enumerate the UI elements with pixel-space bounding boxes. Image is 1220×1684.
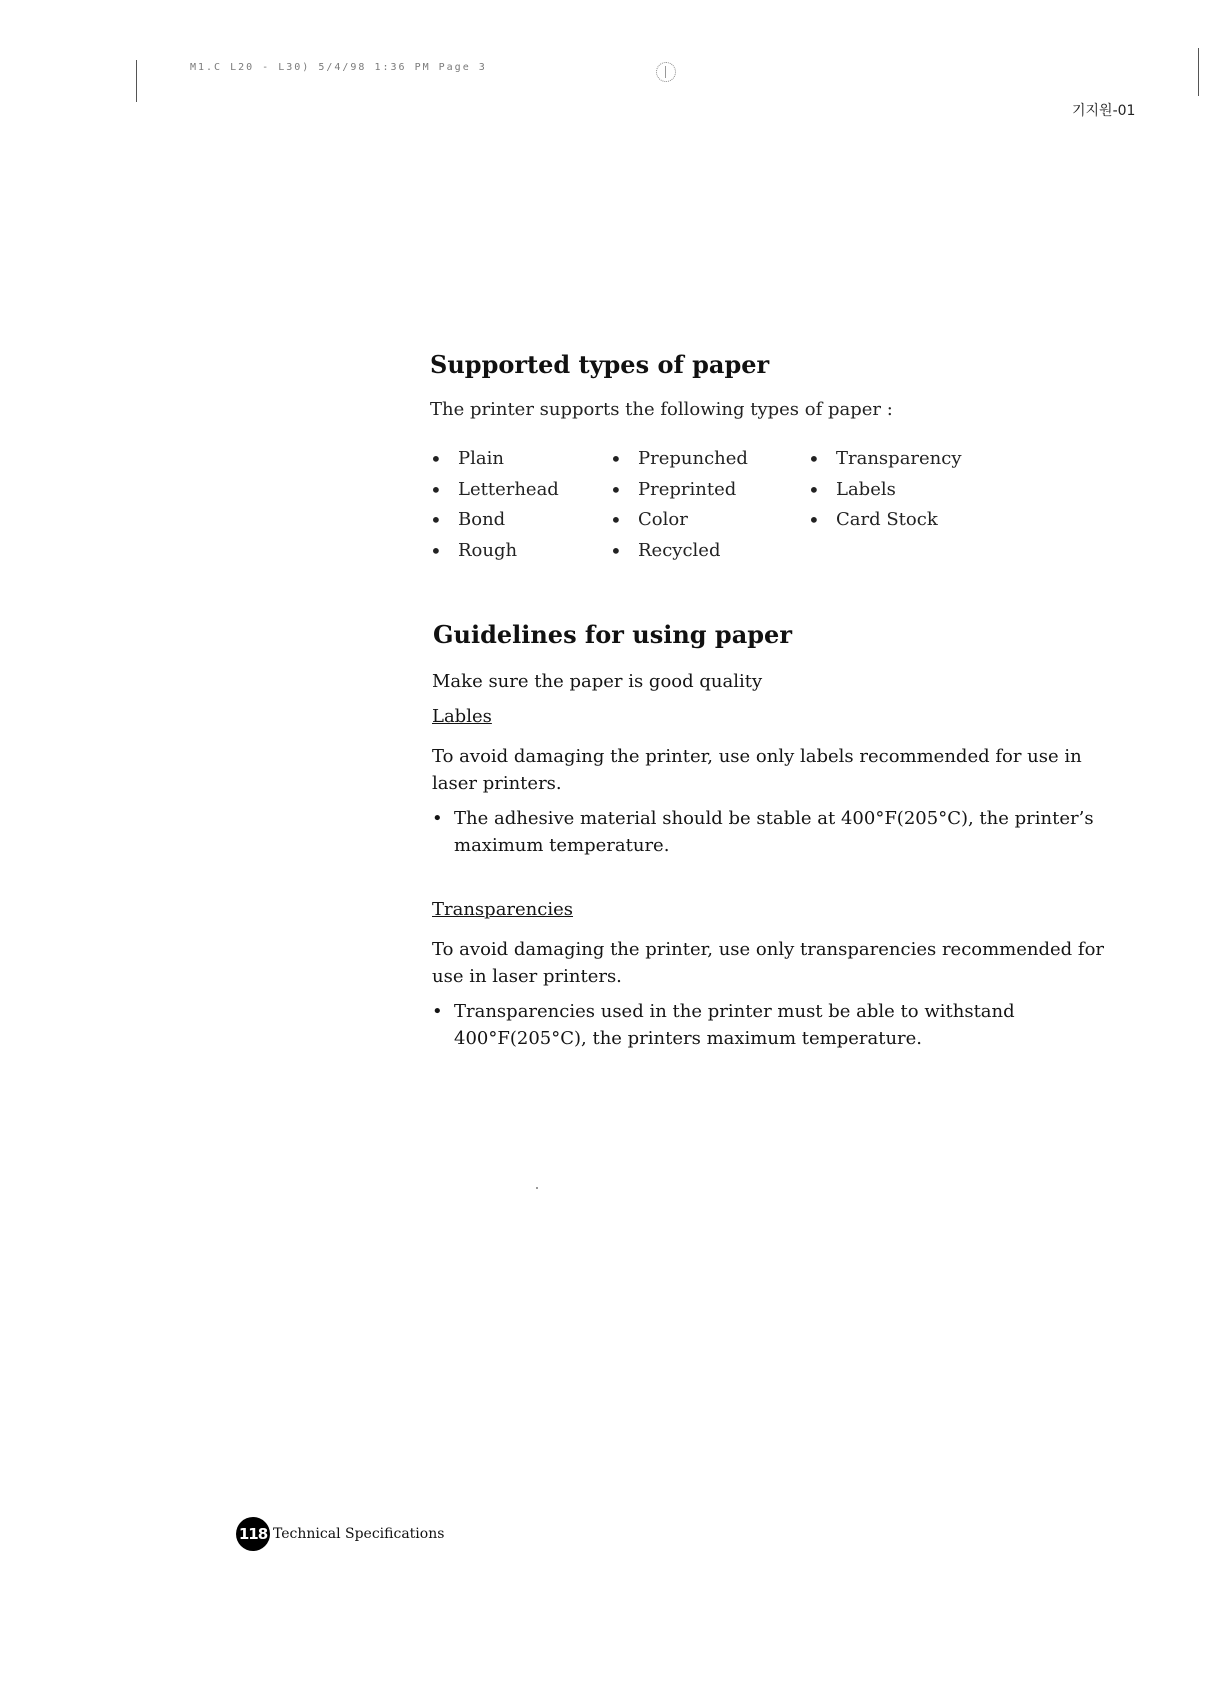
paper-types-column-1	[430, 444, 610, 566]
labels-paragraph: To avoid damaging the printer, use only labels recommended for use in laser printers.	[432, 746, 1082, 794]
paper-type-item: • Plain	[430, 444, 610, 475]
paper-types-column-2	[610, 444, 808, 566]
paper-type-item: • Recycled	[610, 536, 808, 567]
transparencies-subheading: Transparencies	[432, 899, 574, 920]
page-footer	[236, 1517, 444, 1551]
section-title-guidelines: Guidelines for using paper	[433, 620, 792, 649]
paper-type-item: • Bond	[430, 505, 610, 536]
page-content	[430, 350, 1120, 1052]
crop-mark-right	[1198, 48, 1199, 96]
scan-speck	[536, 1187, 538, 1189]
paper-type-item: • Letterhead	[430, 475, 610, 506]
crop-mark-left	[136, 60, 137, 102]
footer-chapter-title: Technical Specifications	[273, 1526, 445, 1542]
paper-type-item: • Card Stock	[808, 505, 1008, 536]
registration-mark-icon	[656, 62, 676, 82]
paper-type-item: • Preprinted	[610, 475, 808, 506]
paper-type-item: • Rough	[430, 536, 610, 567]
supported-paper-intro: The printer supports the following types of paper :	[430, 399, 893, 420]
paper-type-item: • Transparency	[808, 444, 1008, 475]
paper-type-item: • Color	[610, 505, 808, 536]
section-title-supported-paper: Supported types of paper	[430, 350, 770, 379]
paper-type-item: • Labels	[808, 475, 1008, 506]
paper-types-list	[430, 444, 1120, 566]
print-meta-line: M1.C L20 - L30) 5/4/98 1:36 PM Page 3	[190, 62, 487, 73]
labels-subheading: Lables	[432, 706, 492, 727]
document-code: 기지원-01	[1072, 103, 1136, 119]
guidelines-intro: Make sure the paper is good quality	[432, 671, 763, 692]
transparencies-bullet: • Transparencies used in the printer must be able to withstand 400°F(205°C), the printers maximum temperature.	[432, 998, 1120, 1052]
transparencies-paragraph: To avoid damaging the printer, use only transparencies recommended for use in laser printers.	[432, 939, 1105, 987]
labels-bullet: • The adhesive material should be stable at 400°F(205°C), the printer’s maximum temperature.	[432, 805, 1120, 859]
page-number-badge: 118	[236, 1517, 270, 1551]
paper-type-item: • Prepunched	[610, 444, 808, 475]
paper-types-column-3	[808, 444, 1008, 566]
